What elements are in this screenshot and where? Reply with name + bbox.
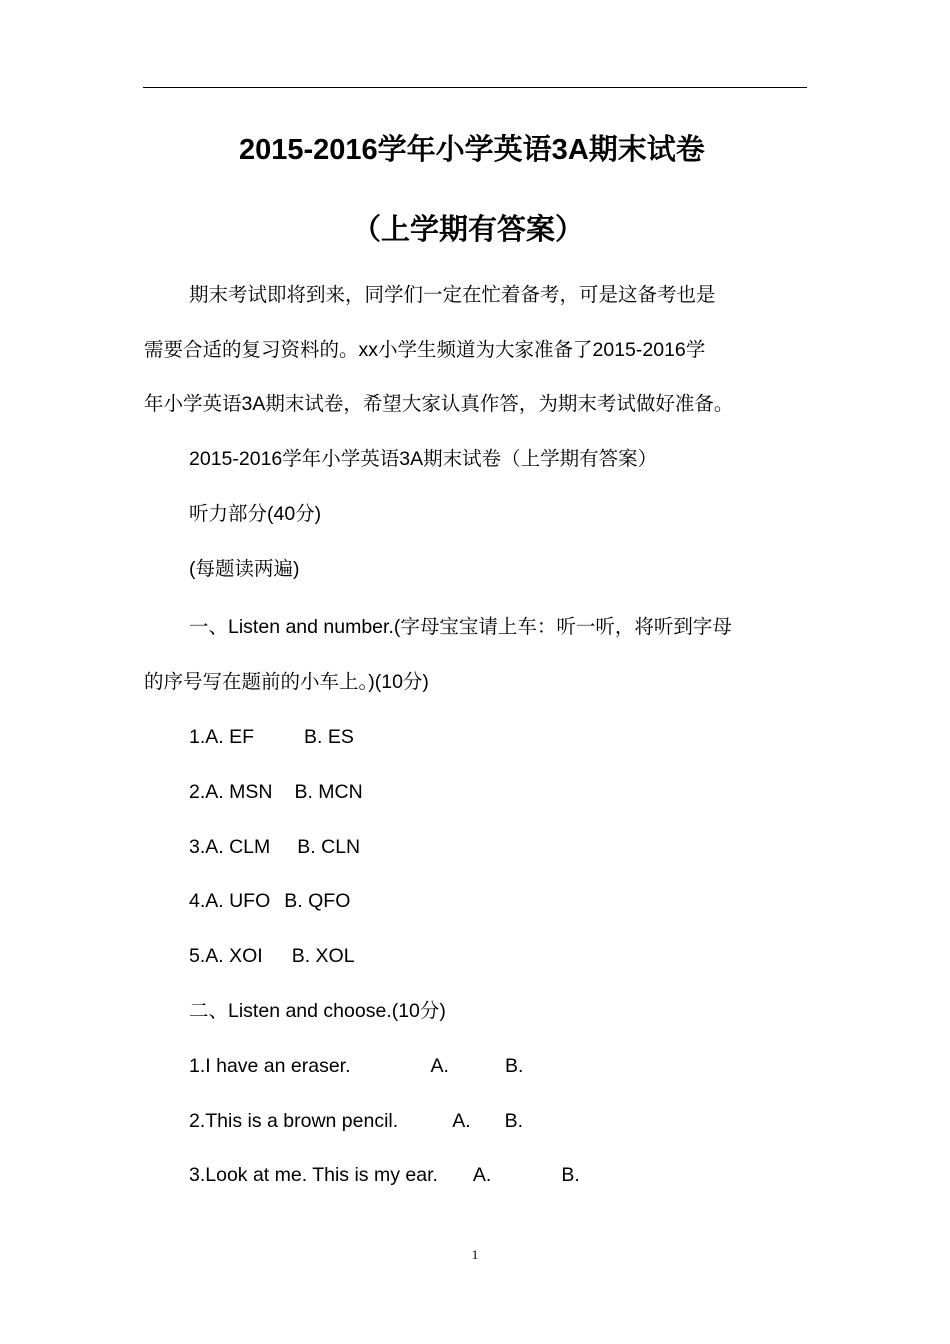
intro-paragraph-line: 需要合适的复习资料的。xx小学生频道为大家准备了2015-2016学 bbox=[144, 339, 706, 361]
option-a: 4.A. UFO bbox=[189, 890, 271, 912]
intro-paragraph-line: 期末考试即将到来，同学们一定在忙着备考，可是这备考也是 bbox=[189, 284, 716, 306]
option-a: 5.A. XOI bbox=[189, 945, 263, 967]
section1-heading: 一、Listen and number.(字母宝宝请上车：听一听，将听到字母 bbox=[189, 616, 732, 638]
section1-item bbox=[189, 833, 360, 861]
exam-subtitle: 2015-2016学年小学英语3A期末试卷（上学期有答案） bbox=[189, 448, 658, 470]
option-a: A. bbox=[472, 1164, 492, 1186]
question-text: 2.This is a brown pencil. bbox=[189, 1110, 399, 1132]
question-text: 1.I have an eraser. bbox=[189, 1055, 351, 1077]
section2-item bbox=[189, 1107, 523, 1135]
section1-heading-cont: 的序号写在题前的小车上。)(10分) bbox=[144, 671, 429, 693]
section1-item bbox=[189, 887, 350, 915]
section2-item bbox=[189, 1052, 523, 1080]
read-twice-note: (每题读两遍) bbox=[189, 558, 300, 580]
section2-heading: 二、Listen and choose.(10分) bbox=[189, 1000, 446, 1022]
section1-item bbox=[189, 778, 363, 806]
option-a: 1.A. EF bbox=[189, 726, 255, 748]
option-b: B. bbox=[504, 1055, 524, 1077]
document-title: 2015-2016学年小学英语3A期末试卷 bbox=[239, 134, 705, 166]
intro-paragraph-line: 年小学英语3A期末试卷，希望大家认真作答，为期末考试做好准备。 bbox=[144, 393, 734, 415]
option-a: 2.A. MSN bbox=[189, 781, 273, 803]
option-a: A. bbox=[452, 1110, 471, 1132]
section1-item bbox=[189, 723, 354, 751]
question-text: 3.Look at me. This is my ear. bbox=[189, 1164, 438, 1186]
option-b: B. MCN bbox=[294, 781, 363, 803]
option-a: 3.A. CLM bbox=[189, 836, 271, 858]
header-rule bbox=[143, 87, 807, 88]
option-b: B. XOL bbox=[291, 945, 355, 967]
listening-header: 听力部分(40分) bbox=[189, 503, 322, 525]
option-a: A. bbox=[430, 1055, 449, 1077]
page-number: 1 bbox=[471, 1247, 479, 1262]
section2-item bbox=[189, 1161, 580, 1189]
option-b: B. QFO bbox=[284, 890, 351, 912]
option-b: B. CLN bbox=[297, 836, 361, 858]
section1-item bbox=[189, 942, 355, 970]
document-title-subline: （上学期有答案） bbox=[352, 214, 585, 246]
option-b: B. bbox=[561, 1164, 580, 1186]
option-b: B. ES bbox=[304, 726, 354, 748]
option-b: B. bbox=[504, 1110, 524, 1132]
